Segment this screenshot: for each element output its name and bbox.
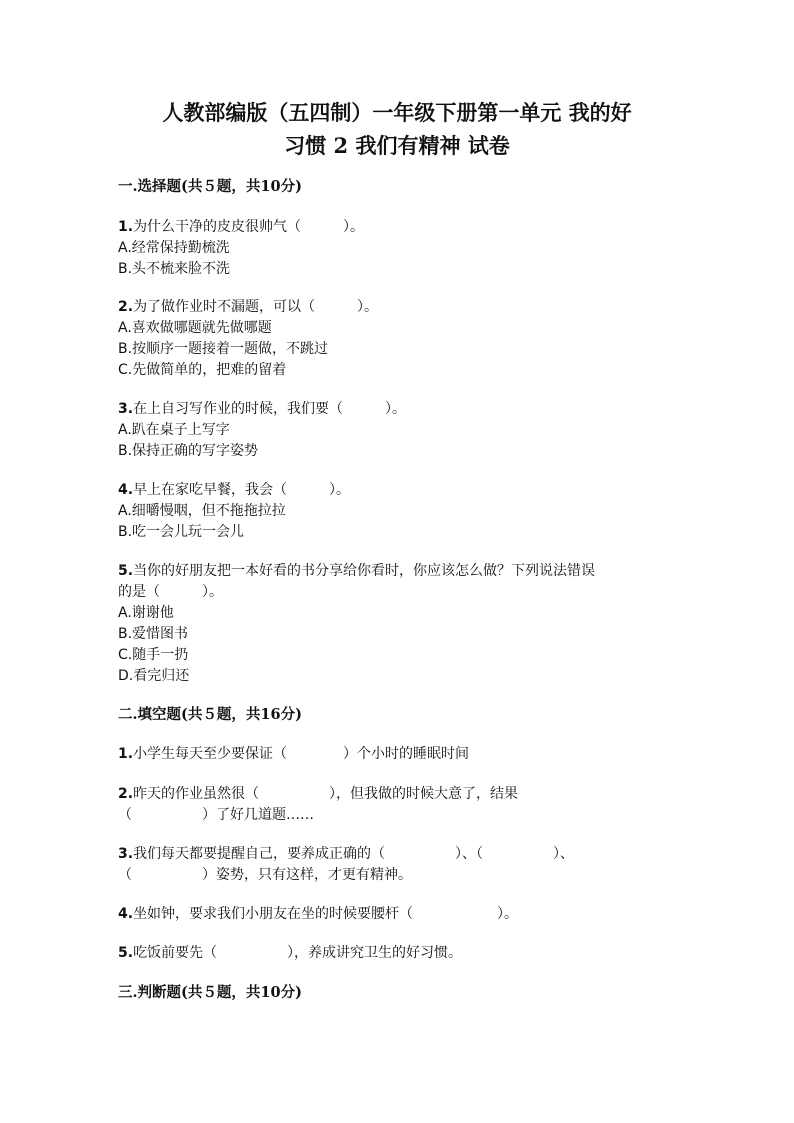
question-stem-continued: （ ）姿势，只有这样，才更有精神。 — [118, 867, 412, 883]
option: A.喜欢做哪题就先做哪题 — [118, 320, 272, 336]
question-stem — [118, 943, 462, 964]
option: C.先做简单的，把难的留着 — [118, 362, 287, 378]
question-number: 3. — [118, 401, 134, 417]
question-text: 为了做作业时不漏题，可以（ ）。 — [133, 299, 379, 315]
question-number: 4. — [118, 906, 134, 922]
option: B.保持正确的写字姿势 — [118, 443, 259, 459]
question-stem-continued: （ ）了好几道题…… — [118, 807, 314, 823]
section-heading-fill-in: 二.填空题(共５题，共16分) — [118, 706, 302, 723]
question-text: 坐如钟，要求我们小朋友在坐的时候要腰杆（ ）。 — [133, 906, 519, 922]
question-number: 2. — [118, 786, 134, 802]
question-stem-continued: 的是（ ）。 — [118, 584, 223, 600]
question-text: 小学生每天至少要保证（ ）个小时的睡眠时间 — [133, 746, 470, 762]
question-stem — [118, 904, 518, 925]
question-number: 3. — [118, 846, 134, 862]
question-number: 1. — [118, 219, 134, 235]
question-stem — [118, 744, 469, 765]
section-heading-true-false: 三.判断题(共５题，共10分) — [118, 984, 302, 1001]
question-stem — [118, 480, 350, 501]
question-number: 5. — [118, 945, 134, 961]
option: A.经常保持勤梳洗 — [118, 240, 230, 256]
question-text: 在上自习写作业的时候，我们要（ ）。 — [133, 401, 407, 417]
question-text: 我们每天都要提醒自己，要养成正确的（ ）、（ ）、 — [133, 846, 575, 862]
option: A.谢谢他 — [118, 605, 174, 621]
document-title-line-2: 习惯 2 我们有精神 试卷 — [284, 133, 510, 158]
question-stem — [118, 784, 518, 805]
question-text: 为什么干净的皮皮很帅气（ ）。 — [133, 219, 365, 235]
question-stem — [118, 217, 364, 238]
question-number: 5. — [118, 563, 134, 579]
option: B.按顺序一题接着一题做，不跳过 — [118, 341, 329, 357]
question-number: 4. — [118, 482, 134, 498]
document-title-line-1: 人教部编版（五四制）一年级下册第一单元 我的好 — [162, 100, 632, 125]
question-stem — [118, 297, 378, 318]
section-heading-choice: 一.选择题(共５题，共10分) — [118, 178, 302, 195]
question-text: 吃饭前要先（ ），养成讲究卫生的好习惯。 — [133, 945, 463, 961]
question-stem — [118, 844, 574, 865]
option: C.随手一扔 — [118, 647, 189, 663]
option: D.看完归还 — [118, 668, 190, 684]
question-text: 昨天的作业虽然很（ ），但我做的时候大意了，结果 — [133, 786, 519, 802]
option: A.细嚼慢咽，但不拖拖拉拉 — [118, 503, 286, 519]
option: B.吃一会儿玩一会儿 — [118, 524, 245, 540]
question-stem — [118, 399, 406, 420]
option: B.爱惜图书 — [118, 626, 189, 642]
question-number: 2. — [118, 299, 134, 315]
question-text: 当你的好朋友把一本好看的书分享给你看时，你应该怎么做？下列说法错误 — [133, 563, 596, 579]
question-number: 1. — [118, 746, 134, 762]
option: B.头不梳来脸不洗 — [118, 261, 231, 277]
question-text: 早上在家吃早餐，我会（ ）。 — [133, 482, 351, 498]
question-stem — [118, 561, 595, 582]
option: A.趴在桌子上写字 — [118, 422, 230, 438]
